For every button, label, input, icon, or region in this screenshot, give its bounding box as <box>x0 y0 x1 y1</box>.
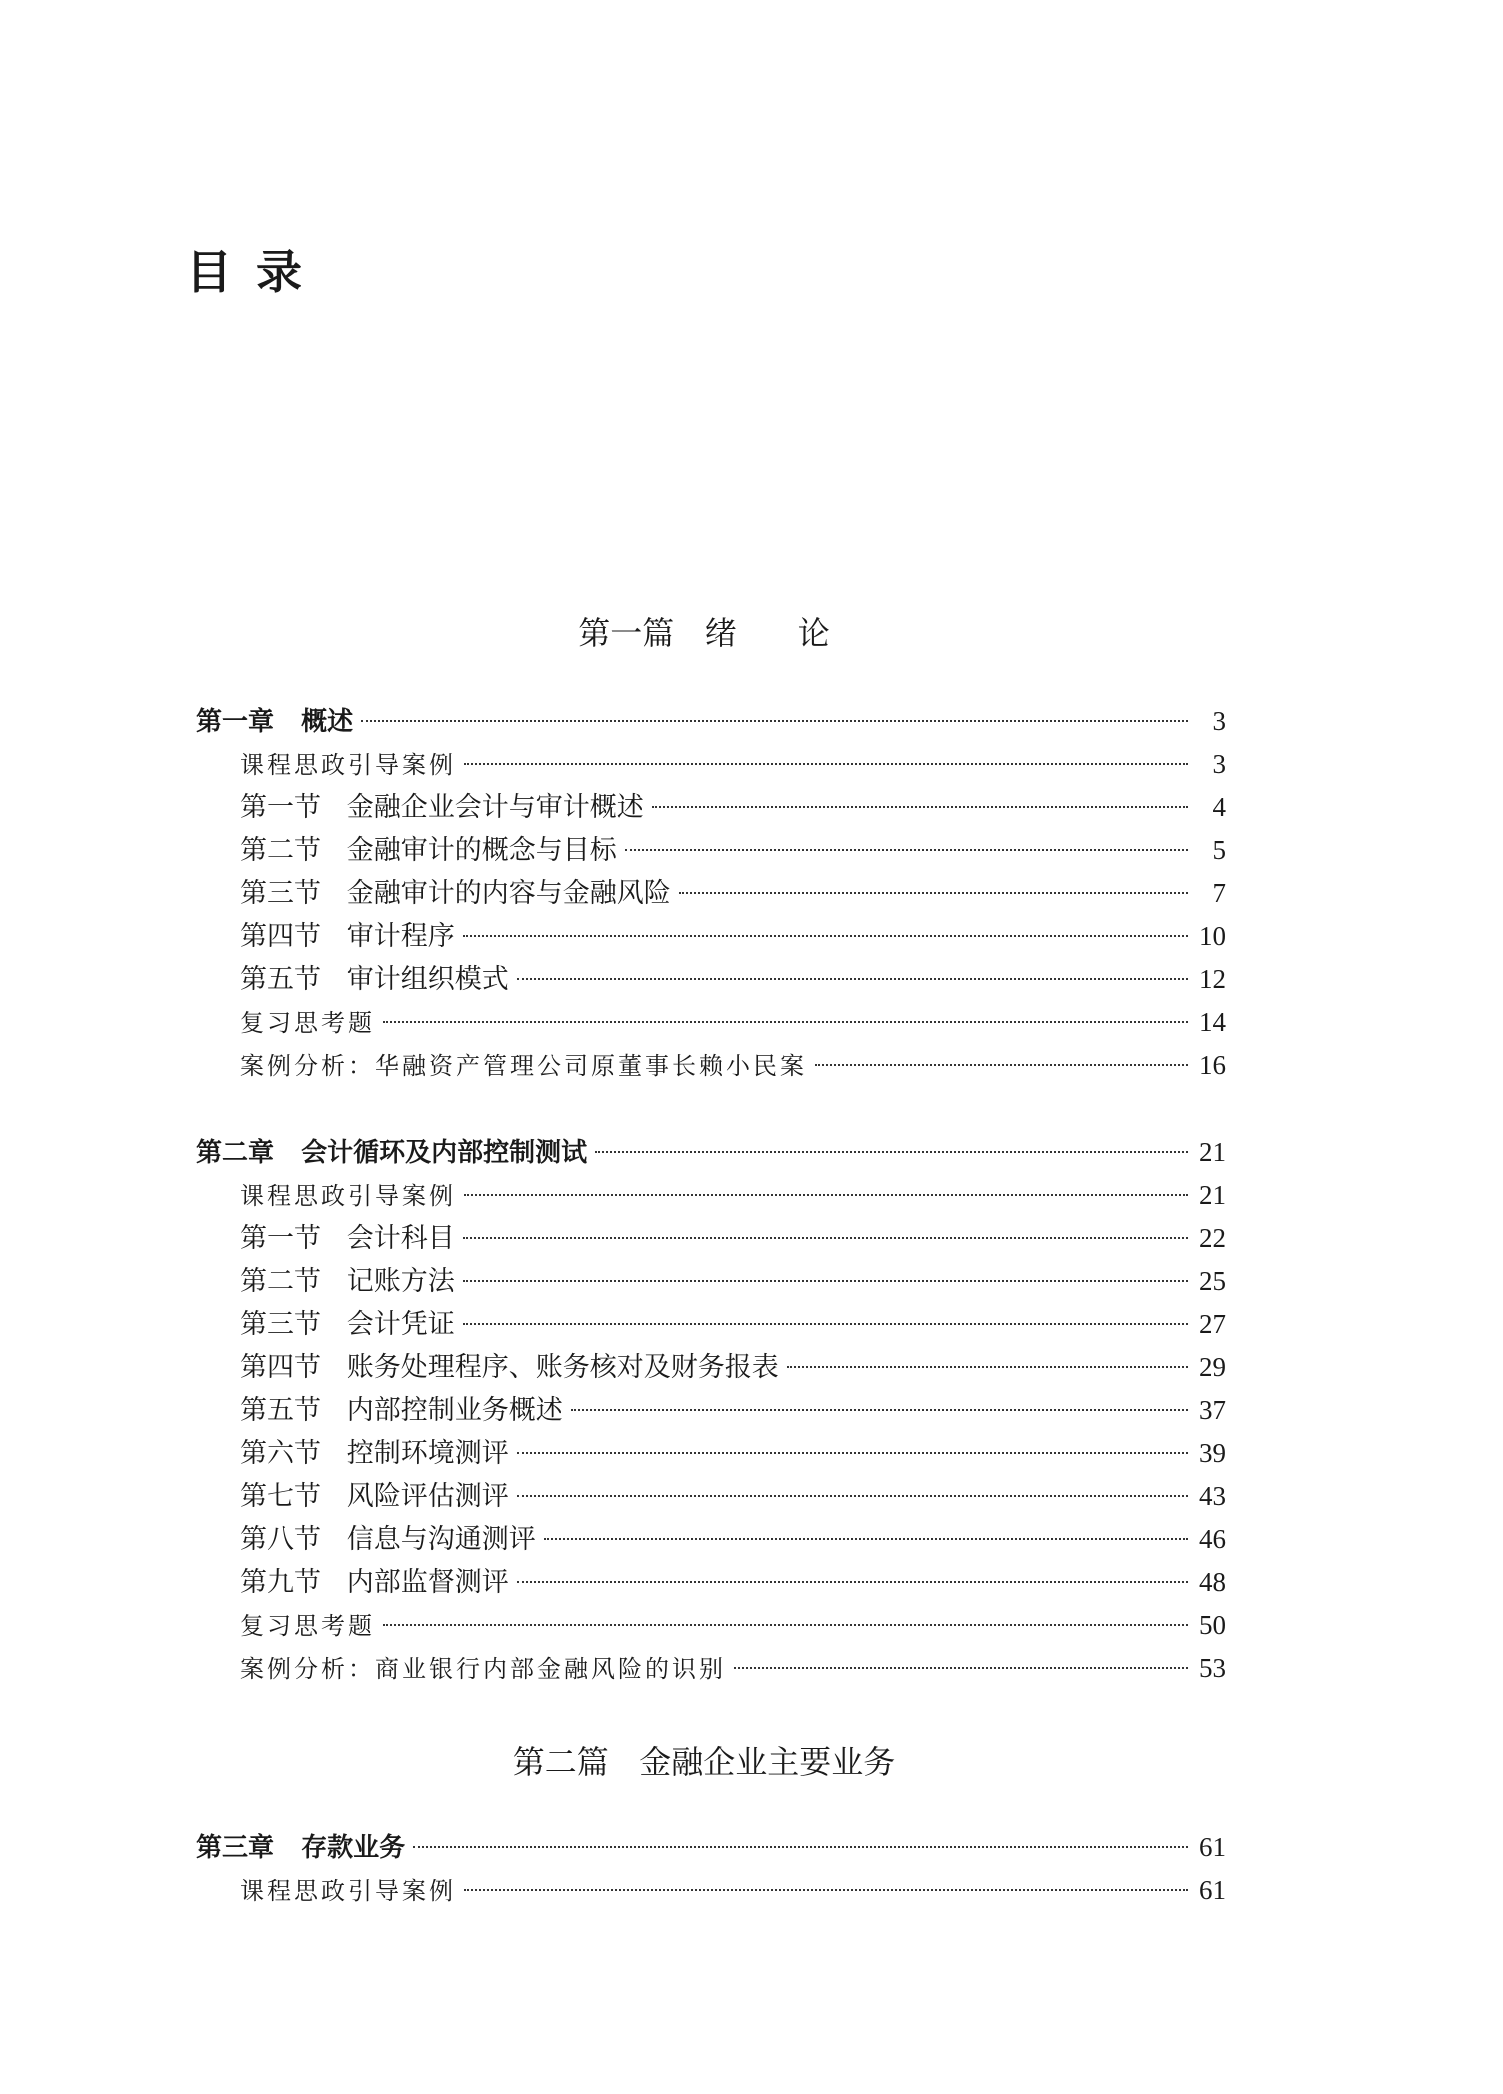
toc-label: 第一节 金融企业会计与审计概述 <box>240 792 644 823</box>
page-number: 53 <box>1199 1653 1226 1683</box>
dot-leader <box>464 763 1188 765</box>
dot-leader <box>413 1846 1188 1848</box>
page-number: 39 <box>1199 1438 1226 1468</box>
page-number: 27 <box>1199 1309 1226 1339</box>
toc-label: 第二章 会计循环及内部控制测试 <box>196 1138 588 1168</box>
dot-leader <box>517 1452 1188 1454</box>
page-title: 目 录 <box>186 245 307 299</box>
toc-entry[interactable] <box>196 1044 1226 1087</box>
dot-leader <box>815 1064 1188 1066</box>
part-title-1: 第一篇 绪 论 <box>578 614 830 652</box>
toc-entry[interactable] <box>196 1260 1226 1303</box>
dot-leader <box>361 720 1188 722</box>
dot-leader <box>787 1366 1188 1368</box>
dot-leader <box>571 1409 1188 1411</box>
dot-leader <box>463 1237 1188 1239</box>
page-number: 37 <box>1199 1395 1226 1425</box>
toc-label: 第四节 审计程序 <box>240 921 455 952</box>
dot-leader <box>463 1280 1188 1282</box>
page-number: 14 <box>1199 1007 1226 1037</box>
toc-entry[interactable] <box>196 1475 1226 1518</box>
toc-label: 课程思政引导案例 <box>240 751 456 779</box>
dot-leader <box>383 1624 1188 1626</box>
dot-leader <box>517 1495 1188 1497</box>
page-number: 16 <box>1199 1050 1226 1080</box>
toc-label: 复习思考题 <box>240 1009 375 1037</box>
toc-label: 第五节 审计组织模式 <box>240 964 509 995</box>
toc-entry[interactable] <box>196 1432 1226 1475</box>
toc-label: 案例分析：商业银行内部金融风险的识别 <box>240 1655 726 1683</box>
page-number: 12 <box>1199 964 1226 994</box>
toc-entry[interactable] <box>196 1174 1226 1217</box>
page-number: 10 <box>1199 921 1226 951</box>
dot-leader <box>463 935 1188 937</box>
toc-label: 案例分析：华融资产管理公司原董事长赖小民案 <box>240 1052 807 1080</box>
page-number: 48 <box>1199 1567 1226 1597</box>
toc-label: 第三节 金融审计的内容与金融风险 <box>240 878 671 909</box>
toc-chapter-2 <box>196 1131 1226 1690</box>
toc-entry[interactable] <box>196 1389 1226 1432</box>
toc-label: 第六节 控制环境测评 <box>240 1438 509 1469</box>
toc-label: 第一节 会计科目 <box>240 1223 455 1254</box>
toc-label: 课程思政引导案例 <box>240 1877 456 1905</box>
toc-entry[interactable] <box>196 1869 1226 1912</box>
toc-label: 第二节 金融审计的概念与目标 <box>240 835 617 866</box>
toc-label: 第七节 风险评估测评 <box>240 1481 509 1512</box>
toc-label: 第五节 内部控制业务概述 <box>240 1395 563 1426</box>
toc-chapter-1 <box>196 700 1226 1087</box>
toc-entry[interactable] <box>196 1561 1226 1604</box>
toc-label: 第九节 内部监督测评 <box>240 1567 509 1598</box>
page-number: 21 <box>1199 1137 1226 1167</box>
page-number: 4 <box>1212 792 1226 822</box>
dot-leader <box>595 1151 1188 1153</box>
page-number: 25 <box>1199 1266 1226 1296</box>
toc-label: 第一章 概述 <box>196 707 354 737</box>
toc-entry[interactable] <box>196 958 1226 1001</box>
dot-leader <box>679 892 1188 894</box>
toc-label: 第三节 会计凭证 <box>240 1309 455 1340</box>
toc-entry[interactable] <box>196 1346 1226 1389</box>
dot-leader <box>734 1667 1188 1669</box>
toc-entry[interactable] <box>196 1518 1226 1561</box>
toc-label: 第八节 信息与沟通测评 <box>240 1524 536 1555</box>
dot-leader <box>517 978 1188 980</box>
toc-chapter-row[interactable] <box>196 700 1226 743</box>
page-number: 22 <box>1199 1223 1226 1253</box>
toc-label: 课程思政引导案例 <box>240 1182 456 1210</box>
toc-chapter-3 <box>196 1826 1226 1912</box>
toc-label: 第三章 存款业务 <box>196 1833 406 1863</box>
dot-leader <box>464 1194 1188 1196</box>
toc-entry[interactable] <box>196 1001 1226 1044</box>
toc-entry[interactable] <box>196 915 1226 958</box>
dot-leader <box>652 806 1188 808</box>
toc-entry[interactable] <box>196 872 1226 915</box>
page-number: 7 <box>1212 878 1226 908</box>
dot-leader <box>463 1323 1188 1325</box>
page-number: 50 <box>1199 1610 1226 1640</box>
part-title-2: 第二篇 金融企业主要业务 <box>512 1743 896 1781</box>
page-number: 21 <box>1199 1180 1226 1210</box>
toc-entry[interactable] <box>196 786 1226 829</box>
page-number: 3 <box>1212 706 1226 736</box>
toc-chapter-row[interactable] <box>196 1826 1226 1869</box>
page-number: 61 <box>1199 1875 1226 1905</box>
dot-leader <box>625 849 1188 851</box>
page-number: 61 <box>1199 1832 1226 1862</box>
toc-label: 第二节 记账方法 <box>240 1266 455 1297</box>
toc-label: 复习思考题 <box>240 1612 375 1640</box>
toc-entry[interactable] <box>196 1217 1226 1260</box>
dot-leader <box>464 1889 1188 1891</box>
toc-label: 第四节 账务处理程序、账务核对及财务报表 <box>240 1352 779 1383</box>
page-number: 5 <box>1212 835 1226 865</box>
page-number: 46 <box>1199 1524 1226 1554</box>
toc-entry[interactable] <box>196 829 1226 872</box>
dot-leader <box>544 1538 1188 1540</box>
toc-entry[interactable] <box>196 1604 1226 1647</box>
dot-leader <box>383 1021 1188 1023</box>
toc-entry[interactable] <box>196 1647 1226 1690</box>
page-number: 29 <box>1199 1352 1226 1382</box>
toc-entry[interactable] <box>196 1303 1226 1346</box>
toc-entry[interactable] <box>196 743 1226 786</box>
page-number: 3 <box>1212 749 1226 779</box>
dot-leader <box>517 1581 1188 1583</box>
page-number: 43 <box>1199 1481 1226 1511</box>
toc-chapter-row[interactable] <box>196 1131 1226 1174</box>
